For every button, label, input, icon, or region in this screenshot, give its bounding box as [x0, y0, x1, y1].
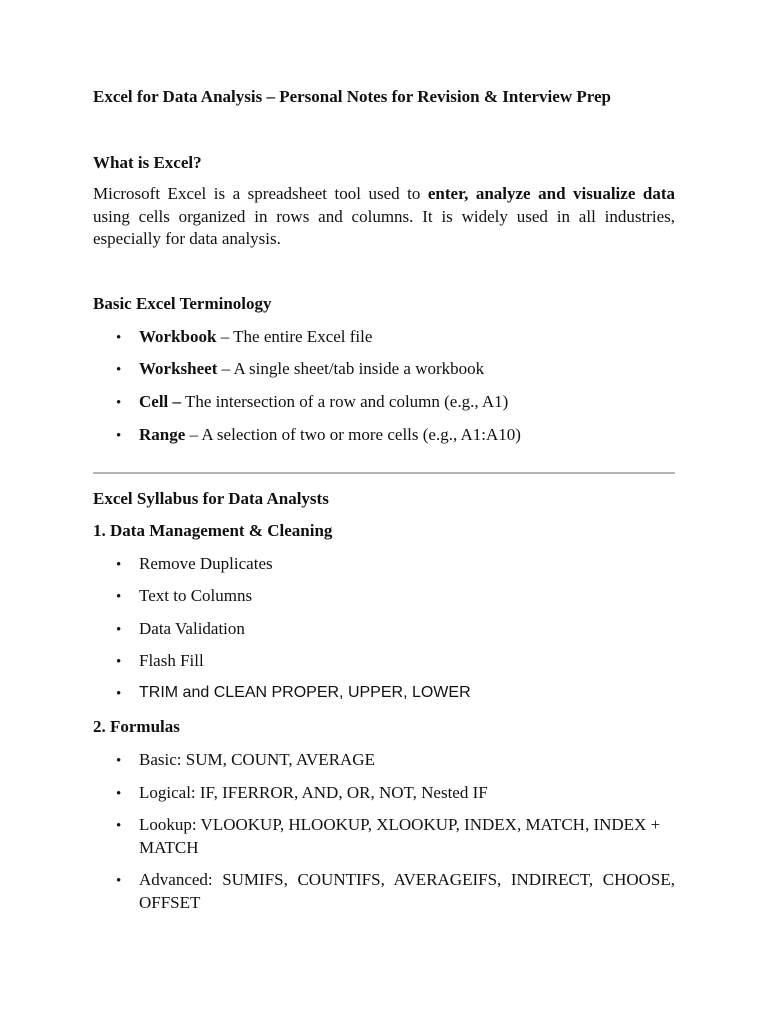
- bullet-icon: [116, 590, 121, 605]
- bullet-icon: [116, 623, 121, 638]
- list-item: Text to Columns: [139, 586, 253, 605]
- bullet-icon: [116, 396, 121, 411]
- term-name: Workbook: [139, 327, 217, 346]
- term-item: [139, 327, 372, 347]
- document-title: Excel for Data Analysis – Personal Notes for Revision & Interview Prep: [93, 87, 611, 106]
- bullet-icon: [116, 655, 121, 670]
- paragraph-intro: Microsoft Excel is a spreadsheet tool used to: [93, 184, 428, 203]
- term-item: [139, 392, 508, 412]
- section-divider: [93, 472, 675, 474]
- formulas-heading: 2. Formulas: [93, 717, 180, 736]
- bullet-icon: [116, 331, 121, 346]
- bullet-icon: [116, 819, 121, 834]
- terminology-heading: Basic Excel Terminology: [93, 294, 272, 313]
- term-desc: – The entire Excel file: [216, 327, 373, 346]
- data-management-heading: 1. Data Management & Cleaning: [93, 521, 333, 540]
- bullet-icon: [116, 558, 121, 573]
- term-desc: The intersection of a row and column (e.g., A1): [181, 392, 509, 411]
- list-item: Advanced: SUMIFS, COUNTIFS, AVERAGEIFS, INDIRECT, CHOOSE, OFFSET: [139, 870, 675, 912]
- bullet-icon: [116, 874, 121, 889]
- bullet-icon: [116, 754, 121, 769]
- list-item: Remove Duplicates: [139, 554, 273, 573]
- term-item: [139, 425, 521, 445]
- term-desc: – A selection of two or more cells (e.g., A1:A10): [185, 425, 521, 444]
- what-is-excel-heading: What is Excel?: [93, 153, 202, 172]
- syllabus-heading: Excel Syllabus for Data Analysts: [93, 489, 329, 508]
- term-name: Range: [139, 425, 186, 444]
- list-item: Logical: IF, IFERROR, AND, OR, NOT, Nested IF: [139, 783, 488, 802]
- bullet-icon: [116, 687, 121, 702]
- paragraph-rest: using cells organized in rows and columns. It is widely used in all industries, especially for data analysis.: [93, 206, 675, 248]
- term-name: Worksheet: [139, 359, 218, 378]
- bullet-icon: [116, 429, 121, 444]
- paragraph-bold-phrase: enter, analyze and visualize data: [427, 184, 675, 203]
- list-item: Lookup: VLOOKUP, HLOOKUP, XLOOKUP, INDEX, MATCH, INDEX + MATCH: [139, 815, 661, 857]
- list-item: Flash Fill: [139, 651, 204, 670]
- what-is-excel-paragraph: [93, 183, 675, 251]
- list-item: Data Validation: [139, 619, 245, 638]
- list-item: Basic: SUM, COUNT, AVERAGE: [139, 750, 375, 769]
- bullet-icon: [116, 363, 121, 378]
- term-desc: – A single sheet/tab inside a workbook: [217, 359, 485, 378]
- bullet-icon: [116, 787, 121, 802]
- term-item: [139, 359, 484, 379]
- term-name: Cell –: [139, 392, 182, 411]
- list-item: TRIM and CLEAN PROPER, UPPER, LOWER: [139, 684, 471, 701]
